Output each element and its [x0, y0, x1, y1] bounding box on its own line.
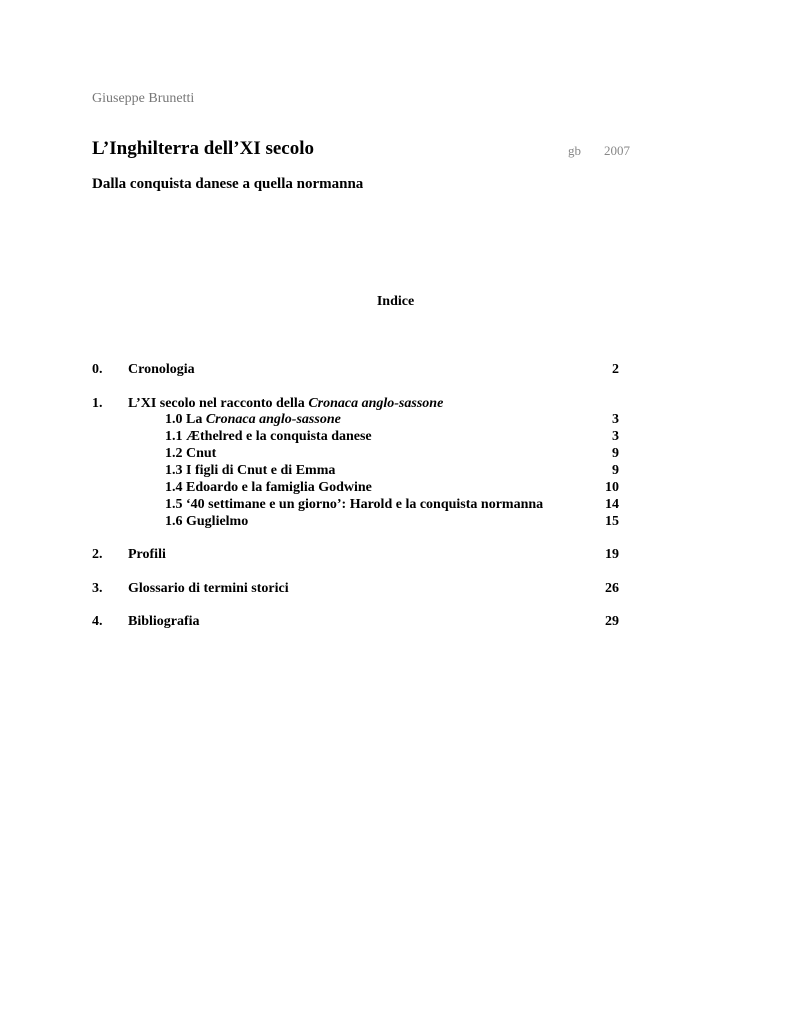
- toc-label: 1.3 I figli di Cnut e di Emma: [165, 463, 336, 478]
- toc-number: 4.: [92, 614, 103, 629]
- toc-entry-1-6[interactable]: [0, 513, 791, 530]
- toc-label: [128, 395, 443, 412]
- toc-label: Cronologia: [128, 362, 195, 377]
- toc-page: 19: [605, 547, 619, 562]
- toc-number: 3.: [92, 581, 103, 596]
- index-heading: Indice: [376, 294, 415, 309]
- toc-page: 26: [605, 581, 619, 596]
- toc-number: 2.: [92, 547, 103, 562]
- toc-entry-profili[interactable]: [0, 546, 791, 563]
- toc-label: 1.4 Edoardo e la famiglia Godwine: [165, 480, 372, 495]
- toc-entry-1-0[interactable]: [0, 411, 791, 428]
- document-title: L’Inghilterra dell’XI secolo: [92, 138, 315, 159]
- toc-page: 9: [612, 463, 619, 478]
- toc-page: 3: [612, 412, 619, 427]
- toc-page: 3: [612, 429, 619, 444]
- toc-label-italic: Cronaca anglo-sassone: [205, 412, 341, 427]
- toc-page: 2: [612, 362, 619, 377]
- toc-label-text: L’XI secolo nel racconto della: [128, 396, 309, 411]
- toc-number: 0.: [92, 362, 103, 377]
- toc-label: [165, 411, 341, 428]
- toc-label-text: 1.0 La: [165, 412, 206, 427]
- toc-entry-1-5[interactable]: [0, 496, 791, 513]
- toc-label: Glossario di termini storici: [128, 581, 289, 596]
- toc-entry-glossario[interactable]: [0, 580, 791, 597]
- toc-entry-bibliografia[interactable]: [0, 613, 791, 630]
- toc-label: 1.1 Æthelred e la conquista danese: [165, 429, 372, 444]
- toc-page: 29: [605, 614, 619, 629]
- toc-page: 15: [605, 514, 619, 529]
- document-year: 2007: [604, 143, 630, 158]
- document-subtitle: Dalla conquista danese a quella normanna: [92, 176, 364, 192]
- toc-page: 9: [612, 446, 619, 461]
- toc-page: 14: [605, 497, 619, 512]
- toc-number: 1.: [92, 396, 103, 411]
- author-name: Giuseppe Brunetti: [92, 91, 195, 106]
- toc-page: 10: [605, 480, 619, 495]
- toc-entry-1-3[interactable]: [0, 462, 791, 479]
- toc-entry-cronologia[interactable]: [0, 361, 791, 378]
- toc-label: Bibliografia: [128, 614, 200, 629]
- toc-entry-1-2[interactable]: [0, 445, 791, 462]
- toc-label: Profili: [128, 547, 166, 562]
- toc-entry-1-1[interactable]: [0, 428, 791, 445]
- toc-entry-xi-secolo[interactable]: [0, 395, 791, 412]
- toc-label: 1.2 Cnut: [165, 446, 217, 461]
- toc-label: 1.5 ‘40 settimane e un giorno’: Harold e la conquista normanna: [165, 497, 544, 512]
- author-initials: gb: [568, 143, 581, 158]
- toc-entry-1-4[interactable]: [0, 479, 791, 496]
- toc-label-italic: Cronaca anglo-sassone: [308, 396, 444, 411]
- toc-label: 1.6 Guglielmo: [165, 514, 249, 529]
